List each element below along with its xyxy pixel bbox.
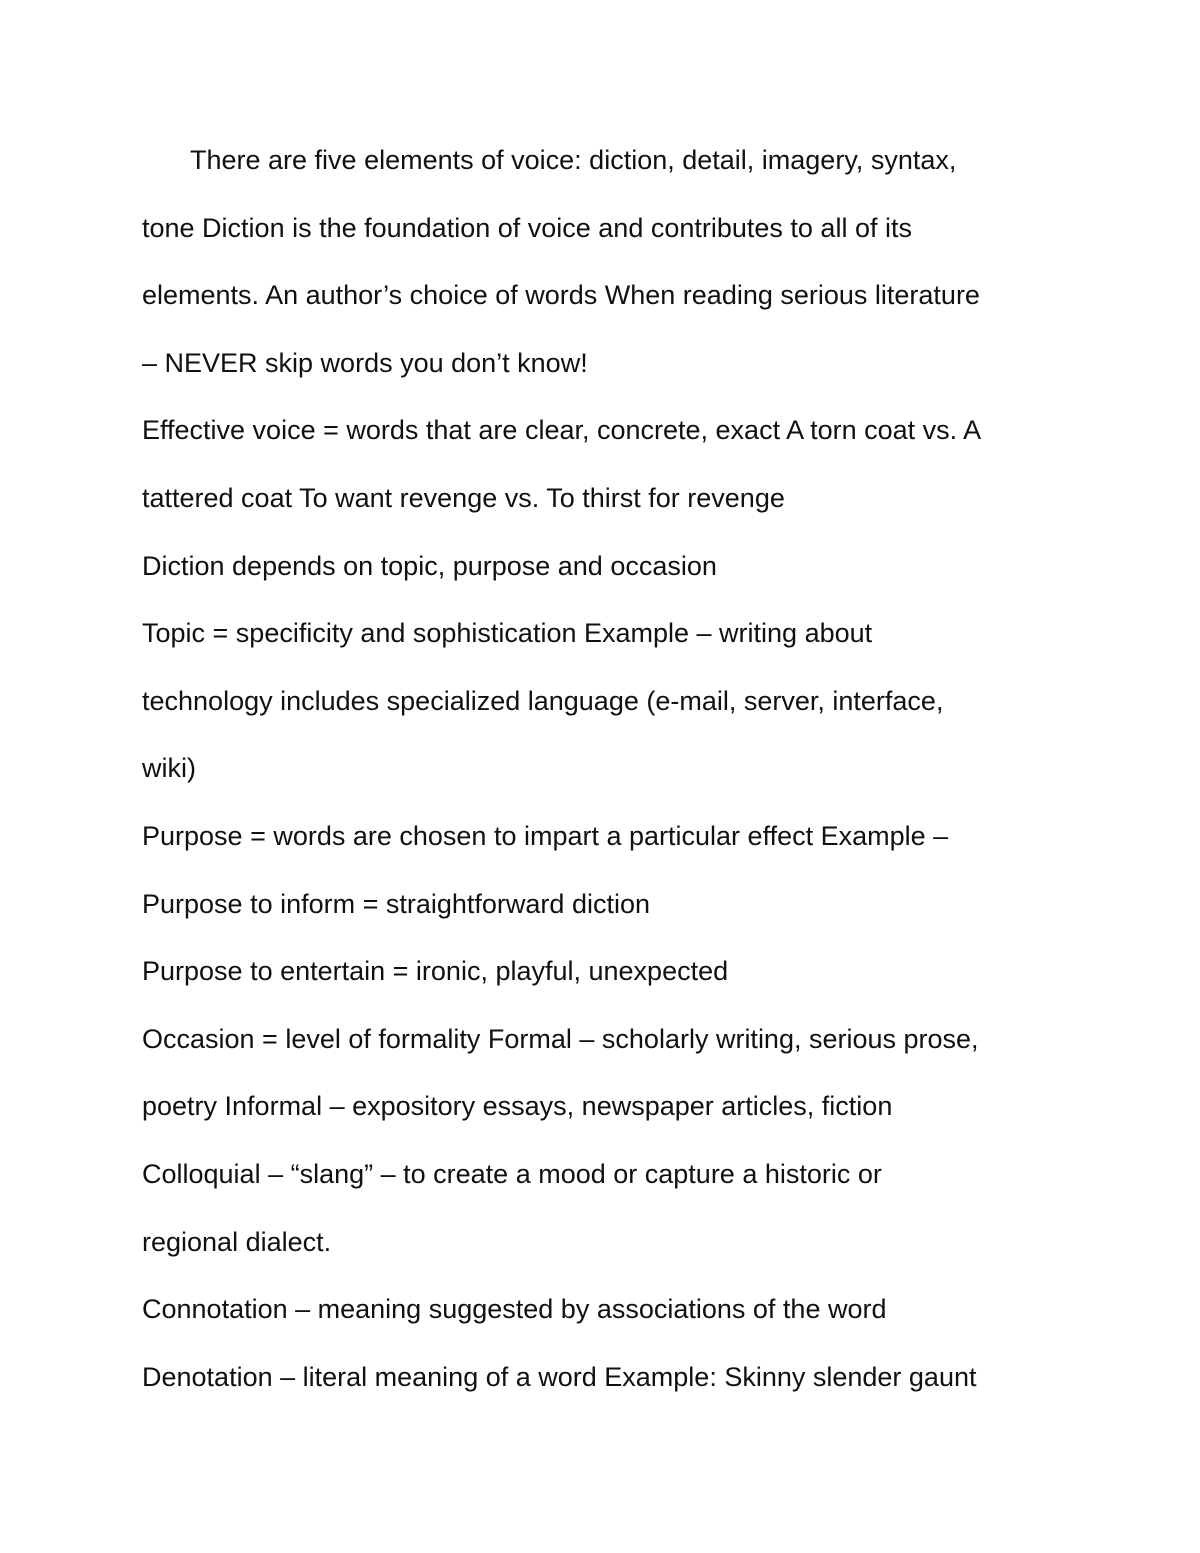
text-line: tone Diction is the foundation of voice and contributes to all of its: [142, 212, 912, 243]
text-line: Effective voice = words that are clear, concrete, exact A torn coat vs. A: [142, 415, 982, 446]
text-line: poetry Informal – expository essays, newspaper articles, fiction: [142, 1091, 893, 1122]
text-line: Occasion = level of formality Formal – scholarly writing, serious prose,: [142, 1023, 979, 1054]
text-line: Denotation – literal meaning of a word Example: Skinny slender gaunt: [142, 1361, 977, 1392]
text-line: regional dialect.: [142, 1226, 332, 1257]
text-line: Purpose to inform = straightforward diction: [142, 888, 650, 919]
text-line: Topic = specificity and sophistication Example – writing about: [142, 618, 873, 649]
text-line: – NEVER skip words you don’t know!: [142, 347, 588, 378]
text-line: Purpose = words are chosen to impart a particular effect Example –: [142, 820, 949, 851]
text-line: technology includes specialized language (e-mail, server, interface,: [142, 685, 944, 716]
text-line: Colloquial – “slang” – to create a mood or capture a historic or: [142, 1158, 882, 1189]
text-line: tattered coat To want revenge vs. To thirst for revenge: [142, 482, 785, 513]
document-body: [142, 137, 1072, 1421]
text-line: Purpose to entertain = ironic, playful, unexpected: [142, 956, 729, 987]
text-line: wiki): [142, 753, 196, 784]
text-line: Connotation – meaning suggested by associations of the word: [142, 1294, 887, 1325]
text-line: Diction depends on topic, purpose and occasion: [142, 550, 717, 581]
text-line: There are five elements of voice: diction, detail, imagery, syntax,: [190, 145, 957, 175]
text-line: elements. An author’s choice of words When reading serious literature: [142, 280, 980, 311]
